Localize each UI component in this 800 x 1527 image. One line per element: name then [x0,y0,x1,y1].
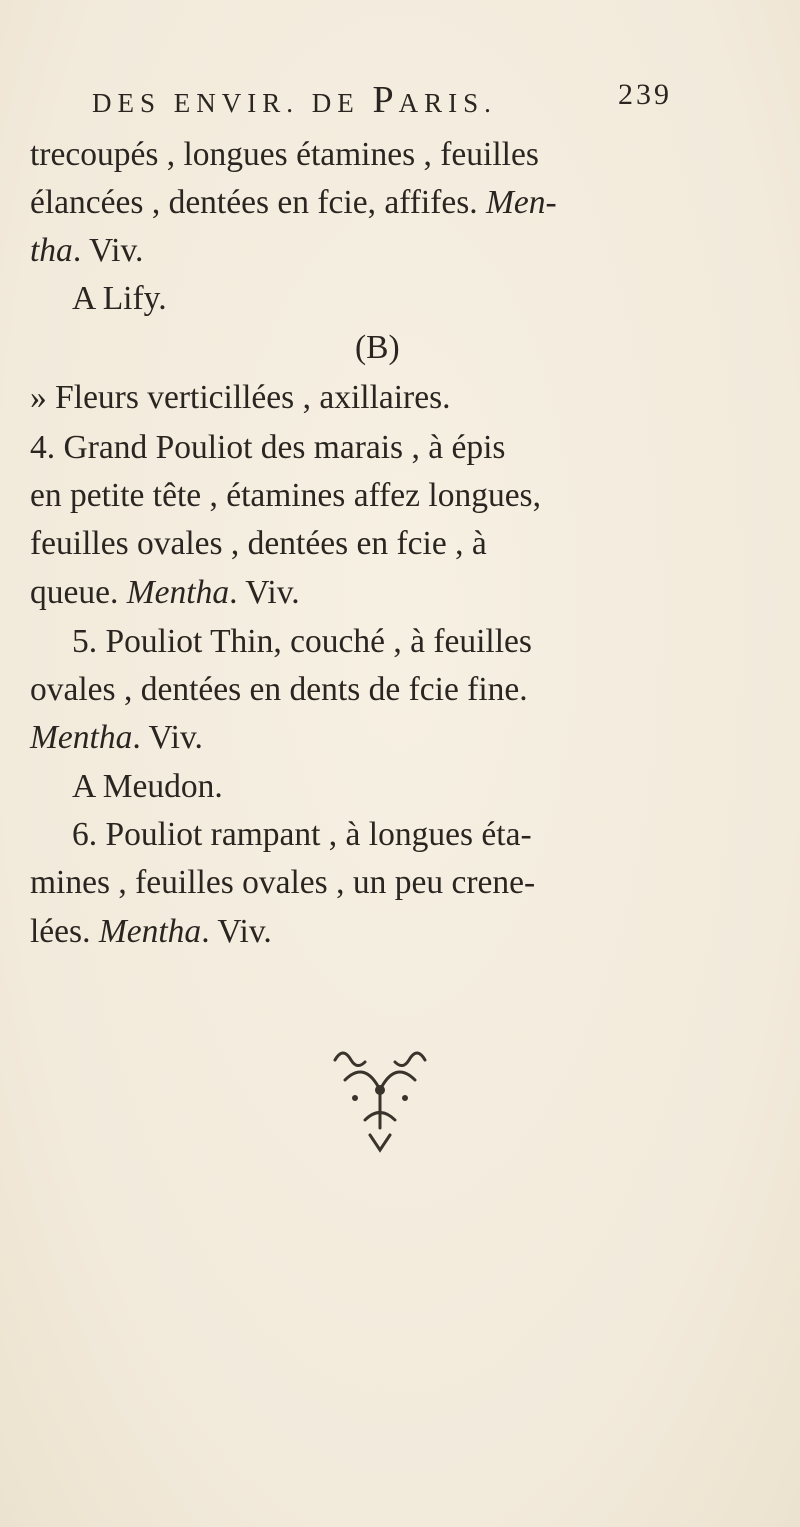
line-6-text: » Fleurs verticillées , axillaires. [30,379,451,416]
text-line-16 [30,863,535,903]
running-head-rest: ARIS. [398,88,497,118]
line-12-text: ovales , dentées en dents de fcie fine. [30,671,528,708]
text-line-7 [30,428,505,468]
line-4-text: A Lify. [72,280,167,317]
line-1-text: trecoupés , longues étamines , feuilles [30,136,539,173]
line-17-text: lées. [30,913,99,950]
line-13-text: . Viv. [132,719,203,756]
line-10-tail: . Viv. [229,574,300,611]
line-16-text: mines , feuilles ovales , un peu crene- [30,864,536,901]
text-line-9 [30,524,487,564]
fleuron-ornament-icon [325,1040,435,1160]
line-10-text: queue. [30,574,127,611]
line-7-text: 4. Grand Pouliot des marais , à épis [30,429,506,466]
ornament-curl-left [335,1053,365,1066]
text-line-11 [72,622,532,662]
text-line-12 [30,670,528,710]
line-11-text: 5. Pouliot Thin, couché , à feuilles [72,623,532,660]
page-number: 239 [618,78,672,111]
running-head [92,78,672,121]
line-3-text: . Viv. [72,232,144,269]
line-9-text: feuilles ovales , dentées en fcie , à [30,525,487,562]
line-17-tail: . Viv. [201,913,272,950]
line-13-italic: Mentha [30,719,133,756]
text-line-8 [30,476,541,516]
ornament-dot-left [352,1095,358,1101]
ornament-dot [375,1085,385,1095]
line-8-text: en petite tête , étamines affez longues, [30,477,541,514]
text-line-13 [30,718,203,758]
running-head-prefix: DES ENVIR. DE [92,88,373,118]
section-marker [355,328,400,368]
ornament-dot-right [402,1095,408,1101]
line-2-italic: Men- [486,184,557,221]
line-10-italic: Mentha [126,574,230,611]
text-line-15 [72,815,532,855]
text-line-3 [30,231,143,271]
line-15-text: 6. Pouliot rampant , à longues éta- [72,816,532,853]
line-2-text: élancées , dentées en fcie, affifes. [30,184,487,221]
text-line-2 [30,183,557,223]
text-line-14 [72,767,223,807]
ornament-tip [370,1135,390,1150]
text-line-1 [30,135,539,175]
text-line-10 [30,573,300,613]
text-line-4 [72,279,167,319]
section-marker-text: (B) [355,329,400,366]
line-17-italic: Mentha [98,913,202,950]
running-head-capital: P [372,79,399,121]
text-line-6 [30,378,450,418]
line-14-text: A Meudon. [72,768,223,805]
text-line-17 [30,912,272,952]
ornament-curl-right [395,1053,425,1066]
line-3-italic: tha [30,232,73,269]
